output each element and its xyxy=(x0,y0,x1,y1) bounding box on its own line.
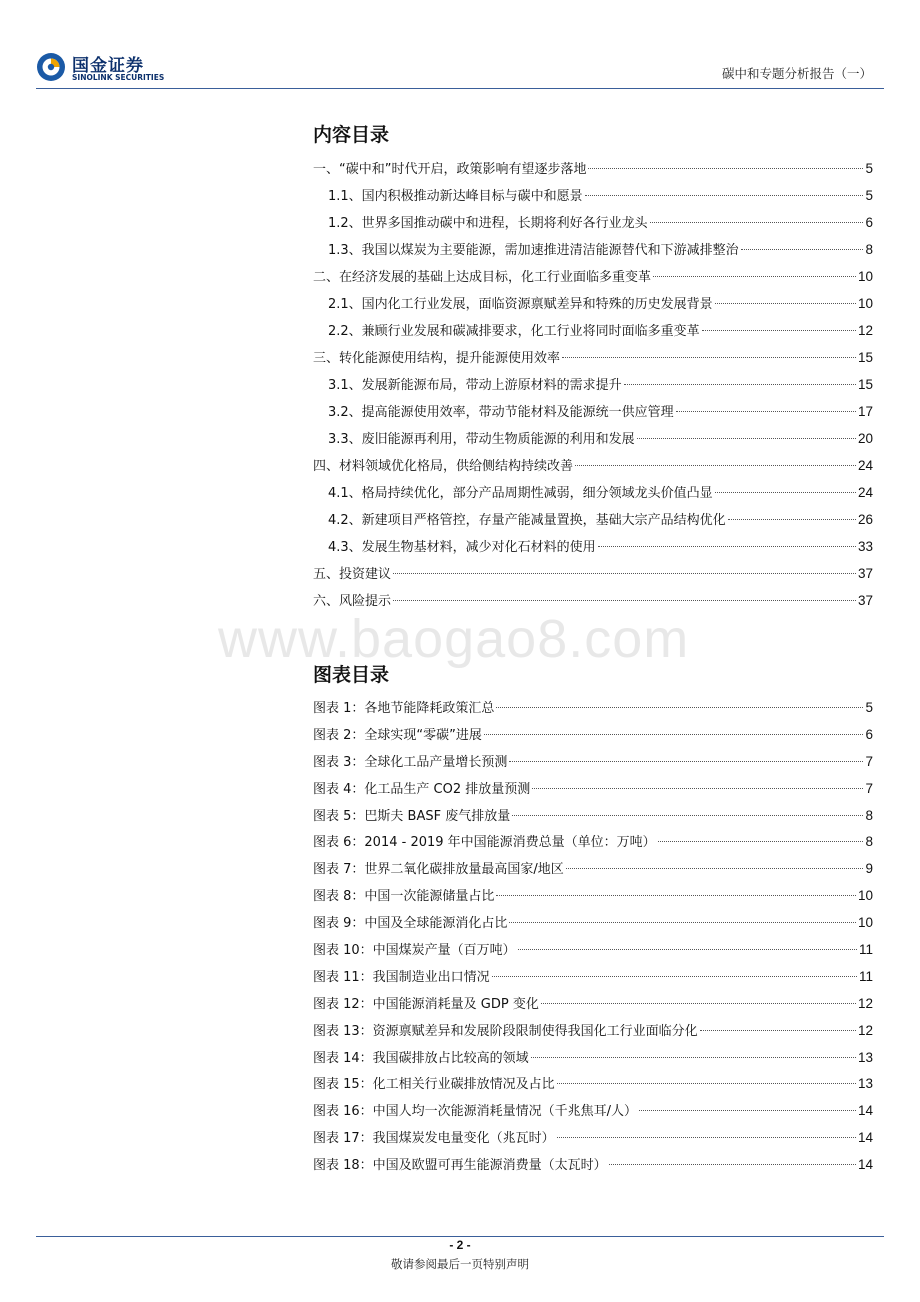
dot-leader xyxy=(531,1057,856,1058)
toc-entry-label: 2.2、兼顾行业发展和碳减排要求，化工行业将同时面临多重变革 xyxy=(328,324,700,339)
figure-entry-label: 图表 16：中国人均一次能源消耗量情况（千兆焦耳/人） xyxy=(313,1104,638,1120)
figure-entry[interactable] xyxy=(313,1098,873,1125)
figure-entry-page: 6 xyxy=(865,726,873,742)
toc-entry-label: 二、在经济发展的基础上达成目标，化工行业面临多重变革 xyxy=(313,270,652,285)
figure-entry-page: 12 xyxy=(857,1022,873,1038)
figure-entry[interactable] xyxy=(313,883,873,910)
dot-leader xyxy=(700,1030,856,1031)
page-number: - 2 - xyxy=(449,1238,471,1252)
toc-entry-label: 一、“碳中和”时代开启，政策影响有望逐步落地 xyxy=(313,162,587,177)
dot-leader xyxy=(715,303,856,304)
figure-entry-label: 图表 6：2014 - 2019 年中国能源消费总量（单位：万吨） xyxy=(313,835,656,851)
toc-entry-page: 37 xyxy=(857,566,873,581)
toc-entry-label: 1.1、国内积极推动新达峰目标与碳中和愿景 xyxy=(328,189,583,204)
dot-leader xyxy=(566,868,864,869)
figure-entry-label: 图表 11：我国制造业出口情况 xyxy=(313,969,490,985)
dot-leader xyxy=(609,1164,856,1165)
dot-leader xyxy=(588,168,863,169)
figure-entry[interactable] xyxy=(313,1152,873,1179)
toc-entry[interactable] xyxy=(313,425,873,452)
figure-entry[interactable] xyxy=(313,695,873,722)
figure-entry-label: 图表 18：中国及欧盟可再生能源消费量（太瓦时） xyxy=(313,1158,607,1174)
toc-entry-page: 10 xyxy=(857,269,873,284)
dot-leader xyxy=(541,1003,856,1004)
toc-entry[interactable] xyxy=(313,560,873,587)
figure-entry-page: 9 xyxy=(865,861,873,877)
toc-title: 内容目录 xyxy=(313,124,390,146)
toc-list xyxy=(313,155,873,614)
dot-leader xyxy=(518,949,857,950)
figure-entry-page: 14 xyxy=(857,1103,873,1119)
report-title: 碳中和专题分析报告（一） xyxy=(721,66,872,81)
toc-entry-page: 26 xyxy=(857,512,873,527)
figure-entry[interactable] xyxy=(313,776,873,803)
figure-entry-label: 图表 3：全球化工品产量增长预测 xyxy=(313,754,508,770)
figure-entry-page: 5 xyxy=(865,700,873,715)
toc-entry-label: 六、风险提示 xyxy=(313,594,392,609)
toc-entry[interactable] xyxy=(313,533,873,560)
toc-entry-page: 24 xyxy=(857,458,873,473)
header-divider xyxy=(36,88,884,89)
toc-entry-page: 15 xyxy=(857,350,873,365)
toc-entry[interactable] xyxy=(313,344,873,371)
dot-leader xyxy=(484,734,864,735)
toc-entry-label: 五、投资建议 xyxy=(313,567,392,582)
figure-entry[interactable] xyxy=(313,749,873,776)
figure-entry-label: 图表 9：中国及全球能源消化占比 xyxy=(313,916,508,932)
figure-entry-label: 图表 10：中国煤炭产量（百万吨） xyxy=(313,943,516,959)
toc-entry-page: 15 xyxy=(857,377,873,392)
dot-leader xyxy=(393,573,856,574)
figure-entry[interactable] xyxy=(313,722,873,749)
dot-leader xyxy=(557,1137,856,1138)
figure-entry-page: 7 xyxy=(865,753,873,769)
figure-entry[interactable] xyxy=(313,910,873,937)
toc-entry-page: 5 xyxy=(865,161,873,176)
dot-leader xyxy=(557,1083,856,1084)
dot-leader xyxy=(509,761,863,762)
figure-entry-page: 13 xyxy=(857,1049,873,1065)
toc-entry[interactable] xyxy=(313,317,873,344)
toc-entry[interactable] xyxy=(313,398,873,425)
figure-entry[interactable] xyxy=(313,991,873,1018)
figure-entry-page: 10 xyxy=(857,915,873,931)
figures-list xyxy=(313,695,873,1179)
toc-entry[interactable] xyxy=(313,371,873,398)
toc-entry-page: 20 xyxy=(857,431,873,446)
toc-entry-page: 8 xyxy=(865,242,873,257)
toc-entry-page: 5 xyxy=(865,188,873,203)
toc-entry-label: 1.2、世界多国推动碳中和进程，长期将利好各行业龙头 xyxy=(328,216,648,231)
figure-entry-label: 图表 14：我国碳排放占比较高的领域 xyxy=(313,1050,529,1066)
toc-entry-label: 1.3、我国以煤炭为主要能源，需加速推进清洁能源替代和下游减排整治 xyxy=(328,243,739,258)
figure-entry-label: 图表 12：中国能源消耗量及 GDP 变化 xyxy=(313,996,539,1012)
figure-entry-label: 图表 15：化工相关行业碳排放情况及占比 xyxy=(313,1077,555,1093)
figure-entry-label: 图表 7：世界二氧化碳排放量最高国家/地区 xyxy=(313,862,564,878)
toc-entry-page: 17 xyxy=(857,404,873,419)
toc-entry-page: 24 xyxy=(857,485,873,500)
dot-leader xyxy=(598,546,856,547)
dot-leader xyxy=(512,815,863,816)
company-logo xyxy=(36,52,176,88)
figure-entry[interactable] xyxy=(313,829,873,856)
figure-entry-page: 10 xyxy=(857,888,873,904)
toc-entry-label: 三、转化能源使用结构，提升能源使用效率 xyxy=(313,351,561,366)
toc-entry-label: 四、材料领域优化格局，供给侧结构持续改善 xyxy=(313,459,574,474)
figure-entry[interactable] xyxy=(313,937,873,964)
toc-entry-page: 6 xyxy=(865,215,873,230)
dot-leader xyxy=(585,195,864,196)
toc-entry[interactable] xyxy=(313,236,873,263)
toc-entry-label: 2.1、国内化工行业发展，面临资源禀赋差异和特殊的历史发展背景 xyxy=(328,297,713,312)
figure-entry-page: 7 xyxy=(865,780,873,796)
figure-entry-label: 图表 8：中国一次能源储量占比 xyxy=(313,889,495,905)
dot-leader xyxy=(650,222,864,223)
figure-entry-page: 14 xyxy=(857,1130,873,1146)
watermark: www.baogao8.com xyxy=(218,609,690,669)
dot-leader xyxy=(715,492,856,493)
toc-entry[interactable] xyxy=(313,290,873,317)
dot-leader xyxy=(741,249,864,250)
figure-entry[interactable] xyxy=(313,1125,873,1152)
figure-entry[interactable] xyxy=(313,1018,873,1045)
toc-entry[interactable] xyxy=(313,155,873,182)
toc-entry-label: 3.3、废旧能源再利用，带动生物质能源的利用和发展 xyxy=(328,432,635,447)
dot-leader xyxy=(496,707,863,708)
sinolink-logo-icon xyxy=(36,52,66,82)
figure-entry[interactable] xyxy=(313,856,873,883)
toc-entry[interactable] xyxy=(313,182,873,209)
figure-entry[interactable] xyxy=(313,1071,873,1098)
toc-entry-page: 10 xyxy=(857,296,873,311)
toc-entry[interactable] xyxy=(313,452,873,479)
dot-leader xyxy=(639,1110,856,1111)
figures-title: 图表目录 xyxy=(313,664,390,686)
footer-divider xyxy=(36,1236,884,1237)
dot-leader xyxy=(728,519,856,520)
toc-entry-label: 4.2、新建项目严格管控，存量产能减量置换，基础大宗产品结构优化 xyxy=(328,513,726,528)
toc-entry[interactable] xyxy=(313,479,873,506)
figure-entry-page: 14 xyxy=(857,1157,873,1173)
dot-leader xyxy=(624,384,856,385)
figure-entry-page: 11 xyxy=(858,942,873,958)
logo-english-name: SINOLINK SECURITIES xyxy=(72,73,165,82)
dot-leader xyxy=(509,922,856,923)
figure-entry[interactable] xyxy=(313,803,873,830)
dot-leader xyxy=(676,411,856,412)
figure-entry-page: 8 xyxy=(865,834,873,850)
toc-entry[interactable] xyxy=(313,506,873,533)
figure-entry-page: 13 xyxy=(857,1076,873,1092)
toc-entry-label: 3.1、发展新能源布局，带动上游原材料的需求提升 xyxy=(328,378,622,393)
toc-entry-page: 12 xyxy=(857,323,873,338)
toc-entry-page: 33 xyxy=(857,539,873,554)
figure-entry-label: 图表 2：全球实现“零碳”进展 xyxy=(313,727,482,743)
toc-entry[interactable] xyxy=(313,263,873,290)
figure-entry-page: 8 xyxy=(865,807,873,823)
toc-entry-label: 4.1、格局持续优化，部分产品周期性减弱，细分领域龙头价值凸显 xyxy=(328,486,713,501)
toc-entry-label: 3.2、提高能源使用效率，带动节能材料及能源统一供应管理 xyxy=(328,405,674,420)
dot-leader xyxy=(575,465,856,466)
figure-entry-label: 图表 13：资源禀赋差异和发展阶段限制使得我国化工行业面临分化 xyxy=(313,1023,698,1039)
toc-entry-label: 4.3、发展生物基材料，减少对化石材料的使用 xyxy=(328,540,596,555)
dot-leader xyxy=(492,976,857,977)
figure-entry-page: 12 xyxy=(857,995,873,1011)
dot-leader xyxy=(496,895,856,896)
figure-entry-label: 图表 17：我国煤炭发电量变化（兆瓦时） xyxy=(313,1131,555,1147)
figure-entry-label: 图表 1：各地节能降耗政策汇总 xyxy=(313,701,495,716)
figure-entry[interactable] xyxy=(313,1045,873,1072)
dot-leader xyxy=(562,357,856,358)
figure-entry-label: 图表 5：巴斯夫 BASF 废气排放量 xyxy=(313,808,511,824)
dot-leader xyxy=(702,330,856,331)
toc-entry[interactable] xyxy=(313,209,873,236)
disclaimer-note: 敬请参阅最后一页特别声明 xyxy=(391,1257,529,1271)
figure-entry-label: 图表 4：化工品生产 CO2 排放量预测 xyxy=(313,781,531,797)
figure-entry[interactable] xyxy=(313,964,873,991)
dot-leader xyxy=(637,438,856,439)
toc-entry-page: 37 xyxy=(857,593,873,608)
logo-chinese-name: 国金证券 xyxy=(72,56,144,76)
dot-leader xyxy=(532,788,863,789)
dot-leader xyxy=(658,841,864,842)
figure-entry-page: 11 xyxy=(858,968,873,984)
dot-leader xyxy=(393,600,856,601)
dot-leader xyxy=(653,276,856,277)
